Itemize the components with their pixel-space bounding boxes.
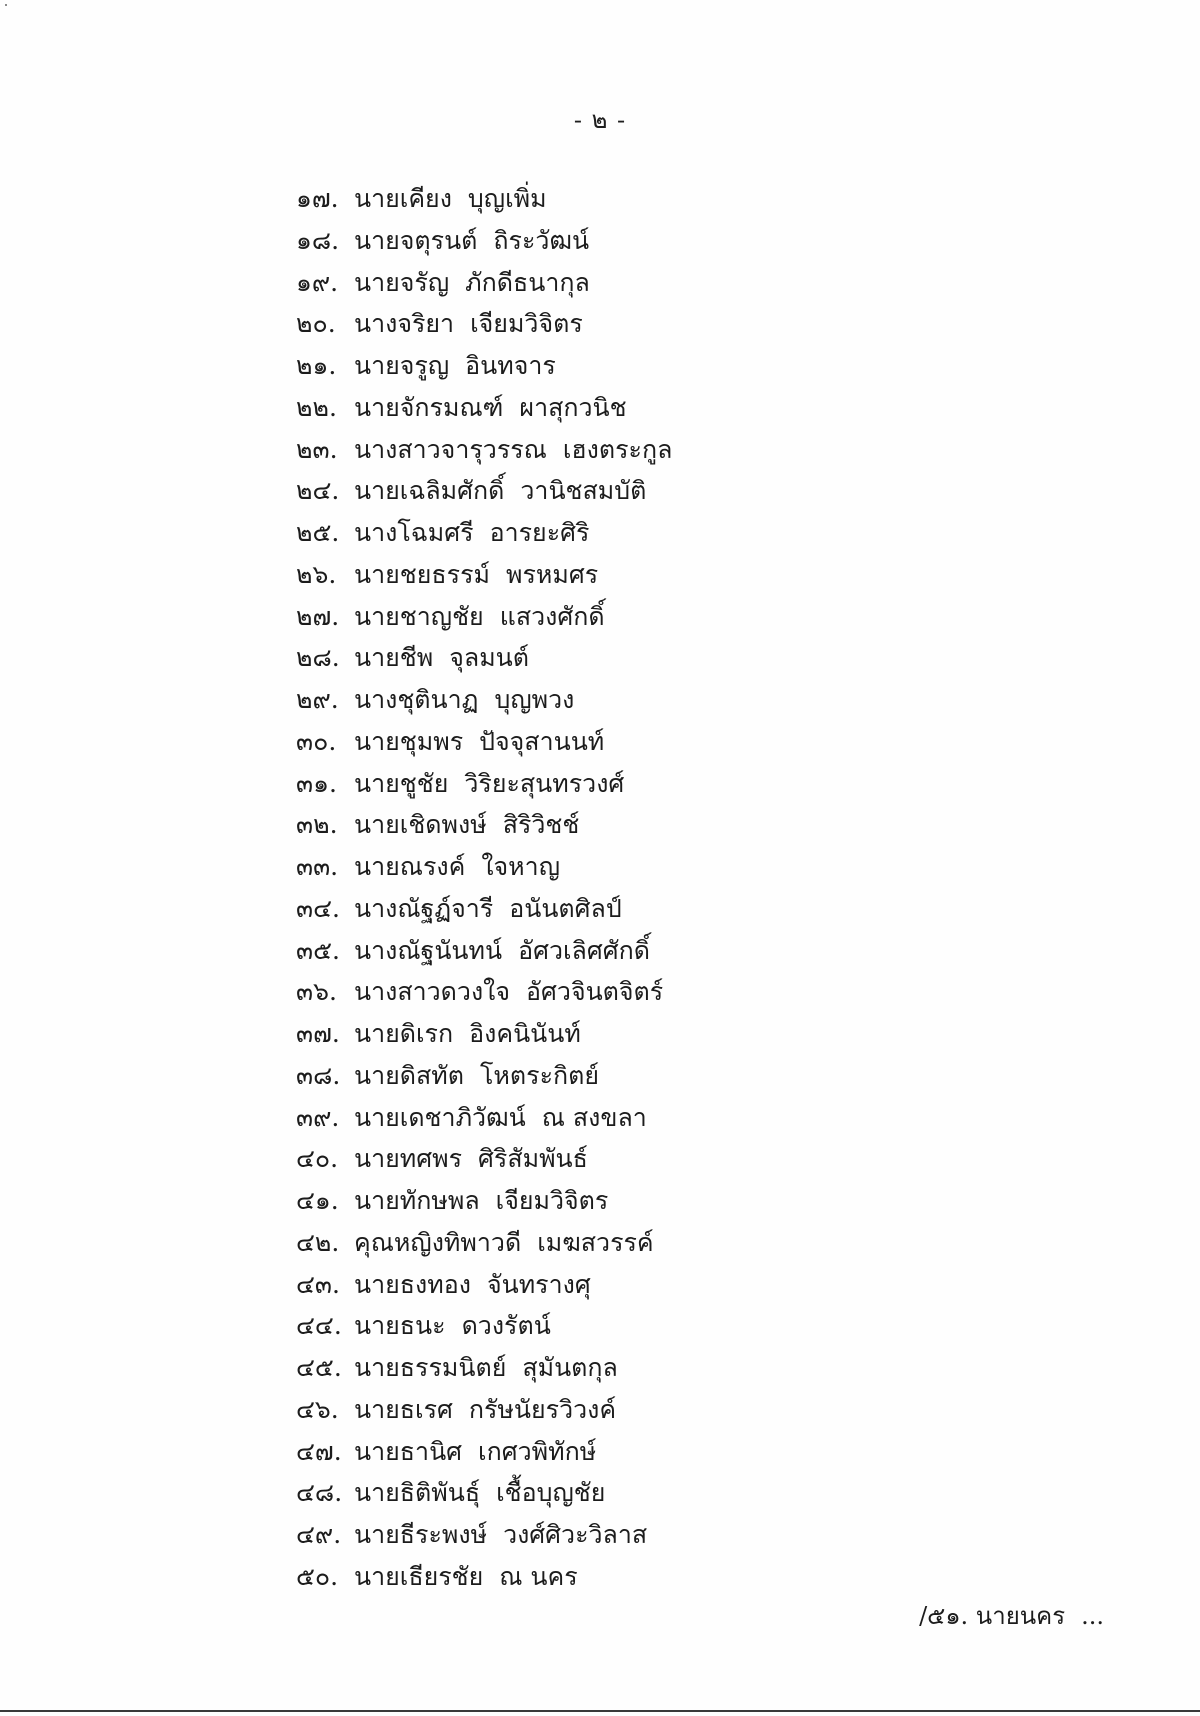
page-number: - ๒ - bbox=[573, 106, 627, 134]
entry-family-name: อัศวเลิศศักดิ์ bbox=[518, 935, 650, 965]
entry-number: ๓๐. bbox=[296, 726, 337, 756]
entry-number: ๔๓. bbox=[296, 1269, 340, 1299]
entry-given-name: นายทักษพล bbox=[354, 1186, 480, 1215]
entry-family-name: พรหมศร bbox=[506, 559, 599, 589]
entry-number: ๒๔. bbox=[296, 476, 340, 506]
list-item bbox=[296, 763, 672, 805]
list-item bbox=[296, 1264, 672, 1306]
entry-family-name: เจียมวิจิตร bbox=[470, 309, 583, 339]
entry-family-name: เจียมวิจิตร bbox=[495, 1186, 609, 1215]
entry-given-name: นายจรูญ bbox=[354, 351, 450, 380]
list-item bbox=[296, 554, 672, 596]
list-item bbox=[296, 345, 672, 387]
list-item bbox=[296, 1138, 672, 1180]
entry-number: ๔๖. bbox=[296, 1394, 339, 1424]
entry-given-name: นางณัฐฏ์จารี bbox=[354, 893, 494, 923]
entry-family-name: เกศวพิทักษ์ bbox=[478, 1436, 597, 1466]
entry-family-name: อิงคนินันท์ bbox=[469, 1019, 581, 1048]
entry-number: ๓๘. bbox=[296, 1060, 341, 1090]
entry-given-name: นายจรัญ bbox=[354, 267, 450, 297]
entry-family-name: ปัจจุสานนท์ bbox=[479, 726, 605, 756]
entry-number: ๔๕. bbox=[296, 1353, 342, 1382]
entry-family-name: ศิริสัมพันธ์ bbox=[478, 1144, 588, 1174]
entry-given-name: นายธรรมนิตย์ bbox=[354, 1353, 507, 1382]
entry-family-name: วงศ์ศิวะวิลาส bbox=[503, 1520, 648, 1549]
list-item bbox=[296, 1347, 672, 1389]
name-list bbox=[296, 178, 672, 1598]
entry-number: ๓๑. bbox=[296, 768, 337, 798]
entry-family-name: วิริยะสุนทรวงศ์ bbox=[464, 768, 625, 798]
entry-given-name: นายเชิดพงษ์ bbox=[354, 810, 487, 840]
entry-family-name: อินทจาร bbox=[465, 351, 556, 380]
entry-family-name: ณ สงขลา bbox=[541, 1102, 647, 1132]
entry-number: ๕๐. bbox=[296, 1561, 339, 1591]
entry-number: ๔๔. bbox=[296, 1311, 342, 1341]
entry-given-name: นายเดชาภิวัฒน์ bbox=[354, 1102, 526, 1132]
entry-given-name: นายชาญชัย bbox=[354, 601, 484, 631]
entry-given-name: นายเฉลิมศักดิ์ bbox=[354, 476, 505, 506]
entry-number: ๓๗. bbox=[296, 1019, 340, 1048]
entry-family-name: สิริวิชช์ bbox=[502, 810, 580, 840]
entry-number: ๔๑. bbox=[296, 1186, 339, 1215]
list-item bbox=[296, 971, 672, 1013]
list-item bbox=[296, 220, 672, 262]
list-item bbox=[296, 429, 672, 471]
continuation-dots: ... bbox=[1081, 1602, 1104, 1630]
entry-number: ๓๕. bbox=[296, 935, 340, 965]
list-item bbox=[296, 262, 672, 304]
list-item bbox=[296, 387, 672, 429]
list-item bbox=[296, 303, 672, 345]
entry-number: ๒๐. bbox=[296, 309, 336, 339]
list-item bbox=[296, 1180, 672, 1222]
entry-family-name: กรัษนัยรวิวงค์ bbox=[468, 1394, 617, 1424]
list-item bbox=[296, 1556, 672, 1598]
entry-number: ๒๑. bbox=[296, 351, 337, 380]
entry-number: ๔๗. bbox=[296, 1436, 342, 1466]
entry-given-name: นายธงทอง bbox=[354, 1269, 471, 1299]
entry-given-name: นายณรงค์ bbox=[354, 852, 466, 881]
list-item bbox=[296, 1472, 672, 1514]
continuation-note bbox=[919, 1596, 1104, 1635]
entry-given-name: นางณัฐนันทน์ bbox=[354, 935, 503, 965]
list-item bbox=[296, 512, 672, 554]
entry-number: ๒๗. bbox=[296, 601, 340, 631]
entry-number: ๓๔. bbox=[296, 893, 340, 923]
entry-family-name: เชื้อบุญชัย bbox=[496, 1478, 606, 1508]
list-item bbox=[296, 178, 672, 220]
list-item bbox=[296, 1514, 672, 1556]
entry-given-name: นายจตุรนต์ bbox=[354, 225, 478, 255]
entry-given-name: นายเคียง bbox=[354, 184, 452, 213]
entry-number: ๑๘. bbox=[296, 225, 340, 255]
entry-given-name: นายชูชัย bbox=[354, 768, 449, 798]
entry-number: ๑๙. bbox=[296, 267, 339, 297]
entry-family-name: วานิชสมบัติ bbox=[520, 476, 647, 506]
entry-number: ๑๗. bbox=[296, 184, 339, 213]
entry-number: ๔๘. bbox=[296, 1478, 343, 1508]
list-item bbox=[296, 846, 672, 888]
list-item bbox=[296, 1097, 672, 1139]
entry-family-name: ถิระวัฒน์ bbox=[493, 225, 590, 255]
entry-number: ๔๐. bbox=[296, 1144, 339, 1174]
list-item bbox=[296, 1222, 672, 1264]
entry-given-name: นายชีพ bbox=[354, 643, 434, 673]
entry-given-name: นายดิเรก bbox=[354, 1019, 454, 1048]
entry-family-name: จันทรางศุ bbox=[486, 1269, 591, 1299]
entry-number: ๓๓. bbox=[296, 852, 339, 881]
entry-family-name: แสวงศักดิ์ bbox=[499, 601, 605, 631]
continuation-text: /๕๑. นายนคร bbox=[919, 1602, 1066, 1630]
entry-family-name: บุญพวง bbox=[494, 685, 575, 714]
entry-family-name: โหตระกิตย์ bbox=[480, 1060, 600, 1090]
entry-given-name: นางสาวจารุวรรณ bbox=[354, 434, 547, 464]
entry-number: ๒๘. bbox=[296, 643, 340, 673]
entry-family-name: บุญเพิ่ม bbox=[467, 184, 547, 213]
scan-speck bbox=[5, 4, 7, 6]
entry-number: ๔๙. bbox=[296, 1520, 342, 1549]
entry-number: ๒๙. bbox=[296, 685, 339, 714]
list-item bbox=[296, 804, 672, 846]
entry-given-name: นายธานิศ bbox=[354, 1436, 463, 1466]
entry-family-name: อัศวจินตจิตร์ bbox=[526, 977, 664, 1007]
entry-family-name: ณ นคร bbox=[499, 1561, 578, 1591]
entry-family-name: สุมันตกุล bbox=[522, 1353, 618, 1382]
entry-given-name: นายเธียรชัย bbox=[354, 1561, 484, 1591]
entry-given-name: นางชุตินาฏ bbox=[354, 685, 479, 714]
entry-family-name: ผาสุกวนิช bbox=[519, 392, 627, 422]
bottom-edge-rule bbox=[0, 1710, 1200, 1712]
entry-family-name: ใจหาญ bbox=[481, 852, 561, 881]
list-item bbox=[296, 679, 672, 721]
entry-given-name: นางโฉมศรี bbox=[354, 518, 474, 547]
list-item bbox=[296, 888, 672, 930]
list-item bbox=[296, 1389, 672, 1431]
entry-number: ๓๒. bbox=[296, 810, 338, 840]
list-item bbox=[296, 721, 672, 763]
entry-number: ๓๖. bbox=[296, 977, 337, 1007]
list-item bbox=[296, 470, 672, 512]
list-item bbox=[296, 1431, 672, 1473]
entry-family-name: เมฆสวรรค์ bbox=[537, 1227, 654, 1257]
entry-number: ๒๕. bbox=[296, 518, 340, 547]
entry-given-name: นายชุมพร bbox=[354, 726, 464, 756]
entry-number: ๒๒. bbox=[296, 392, 337, 422]
entry-given-name: คุณหญิงทิพาวดี bbox=[354, 1227, 522, 1257]
entry-given-name: นายจักรมณฑ์ bbox=[354, 392, 504, 422]
entry-given-name: นายธีระพงษ์ bbox=[354, 1520, 488, 1549]
list-item bbox=[296, 1305, 672, 1347]
entry-family-name: ภักดีธนากุล bbox=[465, 267, 590, 297]
entry-number: ๔๒. bbox=[296, 1227, 340, 1257]
list-item bbox=[296, 930, 672, 972]
list-item bbox=[296, 596, 672, 638]
list-item bbox=[296, 1013, 672, 1055]
list-item bbox=[296, 637, 672, 679]
entry-family-name: ดวงรัตน์ bbox=[461, 1311, 551, 1341]
entry-family-name: อนันตศิลป์ bbox=[509, 893, 622, 923]
entry-number: ๓๙. bbox=[296, 1102, 340, 1132]
entry-given-name: นายธนะ bbox=[354, 1311, 446, 1341]
entry-given-name: นายธิติพันธุ์ bbox=[354, 1478, 481, 1508]
entry-given-name: นายทศพร bbox=[354, 1144, 463, 1174]
entry-given-name: นางสาวดวงใจ bbox=[354, 977, 511, 1007]
entry-family-name: จุลมนต์ bbox=[449, 643, 530, 673]
entry-given-name: นางจริยา bbox=[354, 309, 455, 339]
entry-family-name: อารยะศิริ bbox=[489, 518, 590, 547]
entry-family-name: เฮงตระกูล bbox=[562, 434, 673, 464]
entry-given-name: นายธเรศ bbox=[354, 1394, 453, 1424]
entry-number: ๒๖. bbox=[296, 559, 337, 589]
entry-number: ๒๓. bbox=[296, 434, 338, 464]
list-item bbox=[296, 1055, 672, 1097]
entry-given-name: นายดิสทัต bbox=[354, 1060, 464, 1090]
entry-given-name: นายชยธรรม์ bbox=[354, 559, 490, 589]
